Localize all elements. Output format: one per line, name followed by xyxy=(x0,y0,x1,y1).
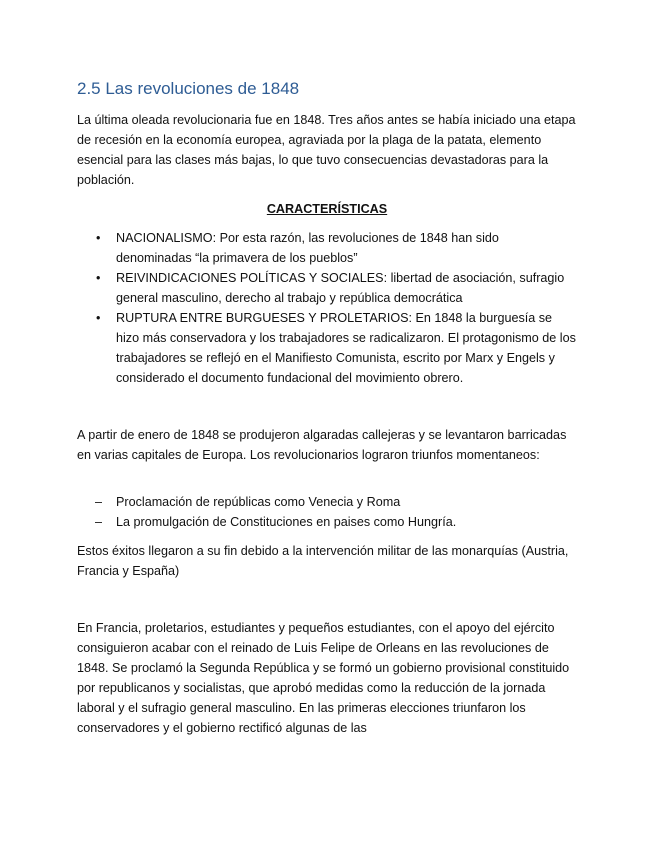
bullet-icon: • xyxy=(96,311,101,325)
list-item xyxy=(77,268,577,308)
intro-paragraph: La última oleada revolucionaria fue en 1848. Tres años antes se había iniciado una etapa de recesión en la economía europea, agraviada por la plaga de la patata, elemento esencial para las clases más bajas, lo que tuvo consecuencias devastadoras para la población. xyxy=(77,113,576,187)
paragraph-uprisings: A partir de enero de 1848 se produjeron algaradas callejeras y se levantaron barricadas en varias capitales de Europa. Los revolucionarios lograron triunfos momentaneos: xyxy=(77,428,567,462)
list-item xyxy=(77,308,577,388)
triumphs-list xyxy=(77,492,577,532)
paragraph-end-of-success: Estos éxitos llegaron a su fin debido a la intervención militar de las monarquías (Austria, Francia y España) xyxy=(77,544,569,578)
list-item-text: Proclamación de repúblicas como Venecia y Roma xyxy=(116,495,401,509)
dash-icon: – xyxy=(95,495,103,509)
characteristics-list xyxy=(77,228,577,388)
list-item xyxy=(77,512,577,532)
characteristics-title: CARACTERÍSTICAS xyxy=(266,202,388,216)
bullet-icon: • xyxy=(96,271,101,285)
dash-icon: – xyxy=(95,515,103,529)
list-item-text: REIVINDICACIONES POLÍTICAS Y SOCIALES: libertad de asociación, sufragio general masculino, derecho al trabajo y república democrática xyxy=(116,271,565,305)
list-item xyxy=(77,492,577,512)
bullet-icon: • xyxy=(96,231,101,245)
list-item-text: RUPTURA ENTRE BURGUESES Y PROLETARIOS: En 1848 la burguesía se hizo más conservadora y los trabajadores se radicalizaron. El protagonismo de los trabajadores se reflejó en el Manifiesto Comunista, escrito por Marx y Engels y considerado el documento fundacional del movimiento obrero. xyxy=(116,311,576,385)
list-item xyxy=(77,228,577,268)
paragraph-france: En Francia, proletarios, estudiantes y pequeños estudiantes, con el apoyo del ejército consiguieron acabar con el reinado de Luis Felipe de Orleans en las revoluciones de 1848. Se proclamó la Segunda República y se formó un gobierno provisional constituido por republicanos y socialistas, que aprobó medidas como la reducción de la jornada laboral y el sufragio general masculino. En las primeras elecciones triunfaron los conservadores y el gobierno rectificó algunas de las xyxy=(77,621,570,735)
list-item-text: NACIONALISMO: Por esta razón, las revoluciones de 1848 han sido denominadas “la primavera de los pueblos” xyxy=(116,231,499,265)
list-item-text: La promulgación de Constituciones en paises como Hungría. xyxy=(116,515,457,529)
section-heading: 2.5 Las revoluciones de 1848 xyxy=(77,79,300,98)
